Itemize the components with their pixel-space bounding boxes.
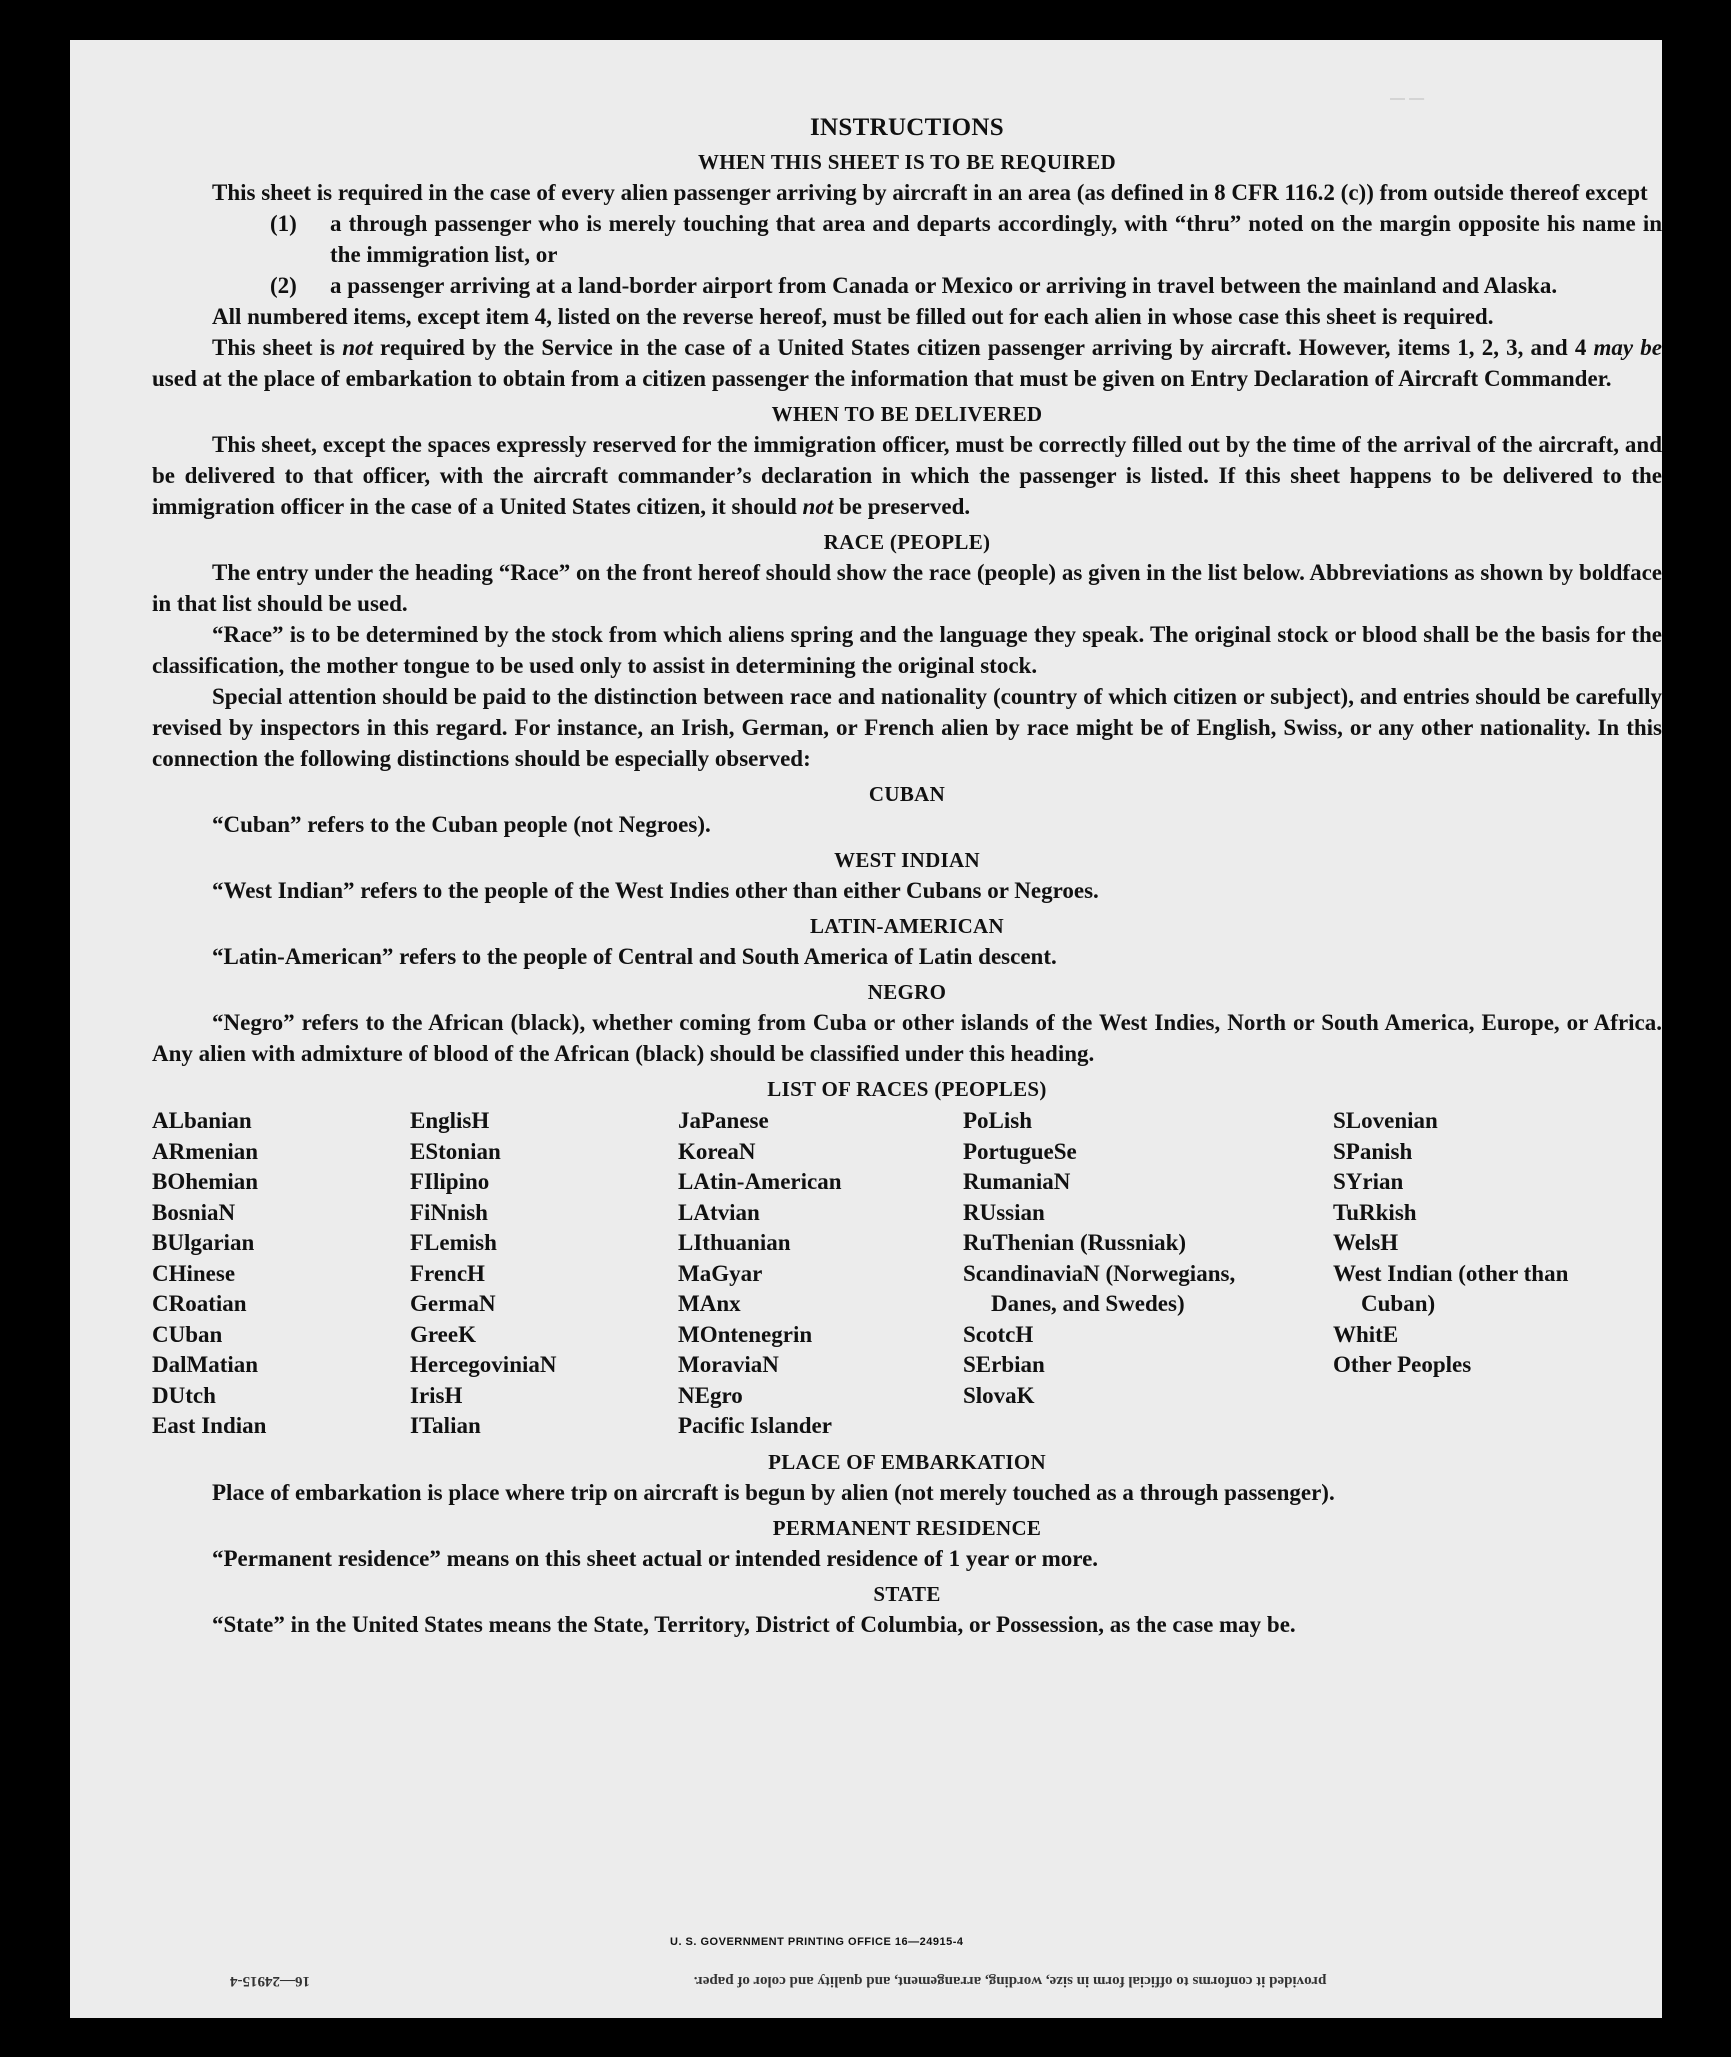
list-item: SlovaK	[963, 1382, 1035, 1408]
section-heading-west-indian: WEST INDIAN	[834, 848, 980, 872]
mirrored-code: 16—24915-4	[230, 1973, 310, 1989]
list-item	[152, 270, 1662, 301]
paragraph: “Race” is to be determined by the stock from which aliens spring and the language they speak. The original stock or blood shall be the basis for the classification, the mother tongue to be used only to assist in determining the original stock.	[152, 622, 1662, 678]
list-item: RuThenian (Russniak)	[963, 1230, 1187, 1255]
list-item	[152, 208, 1662, 270]
paragraph: “Permanent residence” means on this sheet actual or intended residence of 1 year or more.	[212, 1545, 1099, 1571]
item-number: (2)	[270, 273, 297, 298]
paragraph: This sheet is required in the case of every alien passenger arriving by aircraft in an area (as defined in 8 CFR 116.2 (c)) from outside thereof except	[212, 180, 1648, 205]
races-column	[1333, 1106, 1633, 1442]
mirrored-text: provided it conforms to official form in size, wording, arrangement, and quality and color of paper.	[693, 1973, 1327, 1989]
list-item: CRoatian	[152, 1291, 247, 1316]
document-sheet	[70, 40, 1662, 2018]
paragraph: “State” in the United States means the State, Territory, District of Columbia, or Possession, as the case may be.	[212, 1611, 1296, 1637]
text-run: required by the Service in the case of a United States citizen passenger arriving by aircraft. However, items 1, 2, 3, and 4	[372, 335, 1594, 360]
races-column	[963, 1106, 1333, 1442]
list-item: DUtch	[152, 1382, 216, 1408]
list-item: WhitE	[1333, 1321, 1399, 1347]
list-item: GermaN	[410, 1291, 496, 1316]
list-item: BUlgarian	[152, 1230, 255, 1255]
section-heading-residence: PERMANENT RESIDENCE	[772, 1515, 1042, 1540]
paragraph: Special attention should be paid to the distinction between race and nationality (country of which citizen or subject), and entries should be carefully revised by inspectors in this regard. For instance, an Irish, German, or French alien by race might be of English, Swiss, or any other nationality. In this connection the following distinctions should be especially observed:	[152, 684, 1662, 771]
list-item: FLemish	[410, 1230, 497, 1255]
list-item: West Indian (other than Cuban)	[1333, 1260, 1569, 1316]
item-number: (1)	[270, 211, 297, 236]
paragraph: “Negro” refers to the African (black), whether coming from Cuba or other islands of the West Indies, North or South America, Europe, or Africa. Any alien with admixture of blood of the African (black) should be classified under this heading.	[152, 1010, 1662, 1066]
section-heading-state: STATE	[873, 1581, 941, 1606]
paragraph: “Latin-American” refers to the people of Central and South America of Latin descent.	[212, 944, 1057, 969]
list-item: East Indian	[152, 1413, 267, 1438]
list-item: FrencH	[410, 1260, 485, 1286]
section-heading-cuban: CUBAN	[868, 782, 946, 806]
list-item: TuRkish	[1333, 1199, 1417, 1225]
list-item: HercegoviniaN	[410, 1352, 557, 1377]
text-run: This sheet is	[212, 335, 343, 360]
paragraph: All numbered items, except item 4, listed on the reverse hereof, must be filled out for each alien in whose case this sheet is required.	[212, 304, 1494, 329]
list-item: NEgro	[678, 1382, 743, 1408]
list-item: ScotcH	[963, 1321, 1034, 1347]
list-item: MOntenegrin	[678, 1321, 813, 1347]
list-item: PortugueSe	[963, 1138, 1077, 1164]
list-item: FiNnish	[410, 1199, 488, 1225]
paragraph: Place of embarkation is place where trip on aircraft is begun by alien (not merely touched as a through passenger).	[212, 1479, 1335, 1505]
list-item: EStonian	[410, 1138, 501, 1164]
list-item: Pacific Islander	[678, 1413, 832, 1438]
list-item: RUssian	[963, 1199, 1045, 1225]
mirrored-reverse-text	[230, 1972, 1326, 1989]
text-run: be preserved.	[833, 494, 971, 519]
emphasis: may be	[1593, 335, 1662, 360]
instructions-page	[152, 114, 1662, 1640]
section-heading-race: RACE (PEOPLE)	[823, 530, 991, 554]
list-item: ITalian	[410, 1413, 481, 1438]
item-text: a passenger arriving at a land-border airport from Canada or Mexico or arriving in travel between the mainland and Alaska.	[330, 273, 1558, 298]
list-item: MoraviaN	[678, 1352, 779, 1377]
paragraph: “Cuban” refers to the Cuban people (not Negroes).	[212, 812, 711, 837]
list-item: MaGyar	[678, 1260, 763, 1286]
text-run: This sheet, except the spaces expressly reserved for the immigration officer, must be correctly filled out by the time of the arrival of the aircraft, and be delivered to that officer, with the aircraft commander’s declaration in which the passenger is listed. If this sheet happens to be delivered to the immigration officer in the case of a United States citizen, it should	[152, 432, 1662, 519]
section-heading-negro: NEGRO	[867, 980, 947, 1004]
section-heading-races-list: LIST OF RACES (PEOPLES)	[767, 1077, 1047, 1101]
emphasis: not	[342, 335, 373, 360]
list-item: BOhemian	[152, 1169, 259, 1194]
list-item: GreeK	[410, 1321, 476, 1347]
section-heading-latin-american: LATIN-AMERICAN	[810, 914, 1004, 938]
page-title: INSTRUCTIONS	[810, 114, 1004, 141]
bleed-through-mark: — —	[1390, 90, 1425, 107]
races-column	[152, 1106, 410, 1442]
list-item: SPanish	[1333, 1138, 1413, 1164]
emphasis: not	[802, 494, 834, 519]
list-item: LAtin-American	[678, 1169, 842, 1194]
list-item: KoreaN	[678, 1138, 756, 1164]
section-heading-embarkation: PLACE OF EMBARKATION	[768, 1449, 1046, 1474]
races-list	[152, 1106, 1662, 1442]
list-item: PoLish	[963, 1108, 1033, 1133]
list-item: BosniaN	[152, 1199, 236, 1225]
paragraph	[152, 429, 1662, 522]
list-item: ARmenian	[152, 1138, 259, 1164]
list-item: DalMatian	[152, 1352, 259, 1377]
list-item: IrisH	[410, 1382, 463, 1408]
list-item: Other Peoples	[1333, 1352, 1472, 1377]
list-item: FIlipino	[410, 1169, 490, 1194]
list-item: LIthuanian	[678, 1230, 791, 1255]
section-heading-required: WHEN THIS SHEET IS TO BE REQUIRED	[697, 150, 1116, 174]
list-item: CHinese	[152, 1260, 236, 1286]
paragraph: “West Indian” refers to the people of the West Indies other than either Cubans or Negroes.	[212, 878, 1099, 903]
list-item: WelsH	[1333, 1230, 1399, 1255]
item-text: a through passenger who is merely touching that area and departs accordingly, with “thru” noted on the margin opposite his name in the immigration list, or	[330, 211, 1662, 267]
list-item: EnglisH	[410, 1108, 490, 1133]
paragraph	[152, 332, 1662, 394]
list-item: SErbian	[963, 1352, 1045, 1377]
list-item: LAtvian	[678, 1199, 760, 1225]
races-column	[410, 1106, 678, 1442]
races-column	[678, 1106, 963, 1442]
list-item: MAnx	[678, 1291, 741, 1316]
paragraph: The entry under the heading “Race” on the front hereof should show the race (people) as given in the list below. Abbreviations as shown by boldface in that list should be used.	[152, 560, 1662, 616]
list-item: RumaniaN	[963, 1169, 1071, 1194]
list-item: ALbanian	[152, 1108, 252, 1133]
list-item: SYrian	[1333, 1169, 1404, 1194]
printing-office-footer: U. S. GOVERNMENT PRINTING OFFICE 16—24915-4	[670, 1936, 964, 1948]
list-item: SLovenian	[1333, 1108, 1438, 1133]
section-heading-delivered: WHEN TO BE DELIVERED	[771, 402, 1043, 426]
list-item: JaPanese	[678, 1108, 769, 1133]
text-run: used at the place of embarkation to obtain from a citizen passenger the information that must be given on Entry Declaration of Aircraft Commander.	[152, 366, 1612, 391]
list-item: CUban	[152, 1321, 223, 1347]
list-item: ScandinaviaN (Norwegians, Danes, and Swedes)	[963, 1260, 1236, 1316]
